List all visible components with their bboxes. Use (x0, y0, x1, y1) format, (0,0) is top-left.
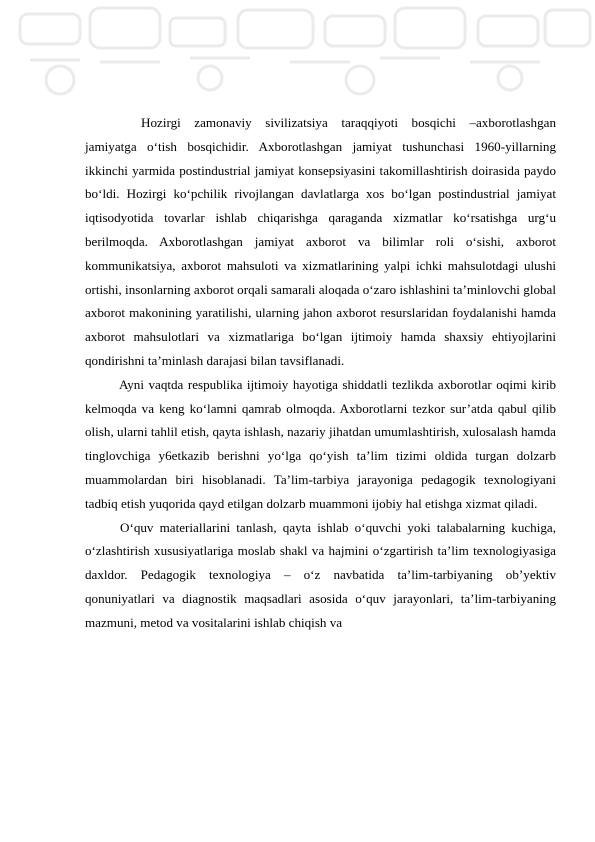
paragraph-1: Hozirgi zamonaviy sivilizatsiya taraqqiyoti bosqichi –axborotlashgan jamiyatga o‘tish bosqichidir. Axborotlashgan jamiyat tushunchasi 1960-yillarning ikkinchi yarmida postindustrial jamiyat konsepsiyasini takomillashtirish doirasida paydo bo‘ldi. Hozirgi ko‘pchilik rivojlangan davlatlarga xos bo‘lgan postindustrial jamiyat iqtisodyotida tovarlar ishlab chiqarishga qaraganda xizmatlar ko‘rsatishga urg‘u berilmoqda. Axborotlashgan jamiyat axborot va bilimlar roli o‘sishi, axborot kommunikatsiya, axborot mahsuloti va xizmatlarining yalpi ichki mahsulotdagi ulushi ortishi, insonlarning axborot orqali samarali aloqada o‘zaro ishlashini ta’minlovchi global axborot makonining yaratilishi, ularning jahon axborot resurslaridan foydalanishi hamda axborot mahsulotlari va xizmatlariga bo‘lgan ijtimoiy hamda shaxsiy ehtiyojlarini qondirishni ta’minlash darajasi bilan tavsiflanadi. (85, 115, 556, 368)
document-body (85, 111, 556, 635)
paragraph-2: Ayni vaqtda respublika ijtimoiy hayotiga shiddatli tezlikda axborotlar oqimi kirib kelmoqda va keng ko‘lamni qamrab olmoqda. Axborotlarni tezkor sur’atda qabul qilib olish, ularni tahlil etish, qayta ishlash, nazariy jihatdan umumlashtirish, xulosalash hamda tinglovchiga y6etkazib berishni yo‘lga qo‘yish ta’lim tizimi oldida turgan dolzarb muammolardan biri hisoblanadi. Ta’lim-tarbiya jarayoniga pedagogik texnologiyani tadbiq etish yuqorida qayd etilgan dolzarb muammoni ijobiy hal etishga xizmat qiladi. (85, 376, 556, 511)
paragraph-3: O‘quv materiallarini tanlash, qayta ishlab o‘quvchi yoki talabalarning kuchiga, o‘zlashtirish xususiyatlariga moslab shakl va hajmini o‘zgartirish ta’lim texnologiyasiga daxldor. Pedagogik texnologiya – o‘z navbatida ta’lim-tarbiyaning ob’yektiv qonuniyatlari va diagnostik maqsadlari asosida o‘quv jarayonlari, ta’lim-tarbiyaning mazmuni, metod va vositalarini ishlab chiqish va (85, 519, 556, 630)
